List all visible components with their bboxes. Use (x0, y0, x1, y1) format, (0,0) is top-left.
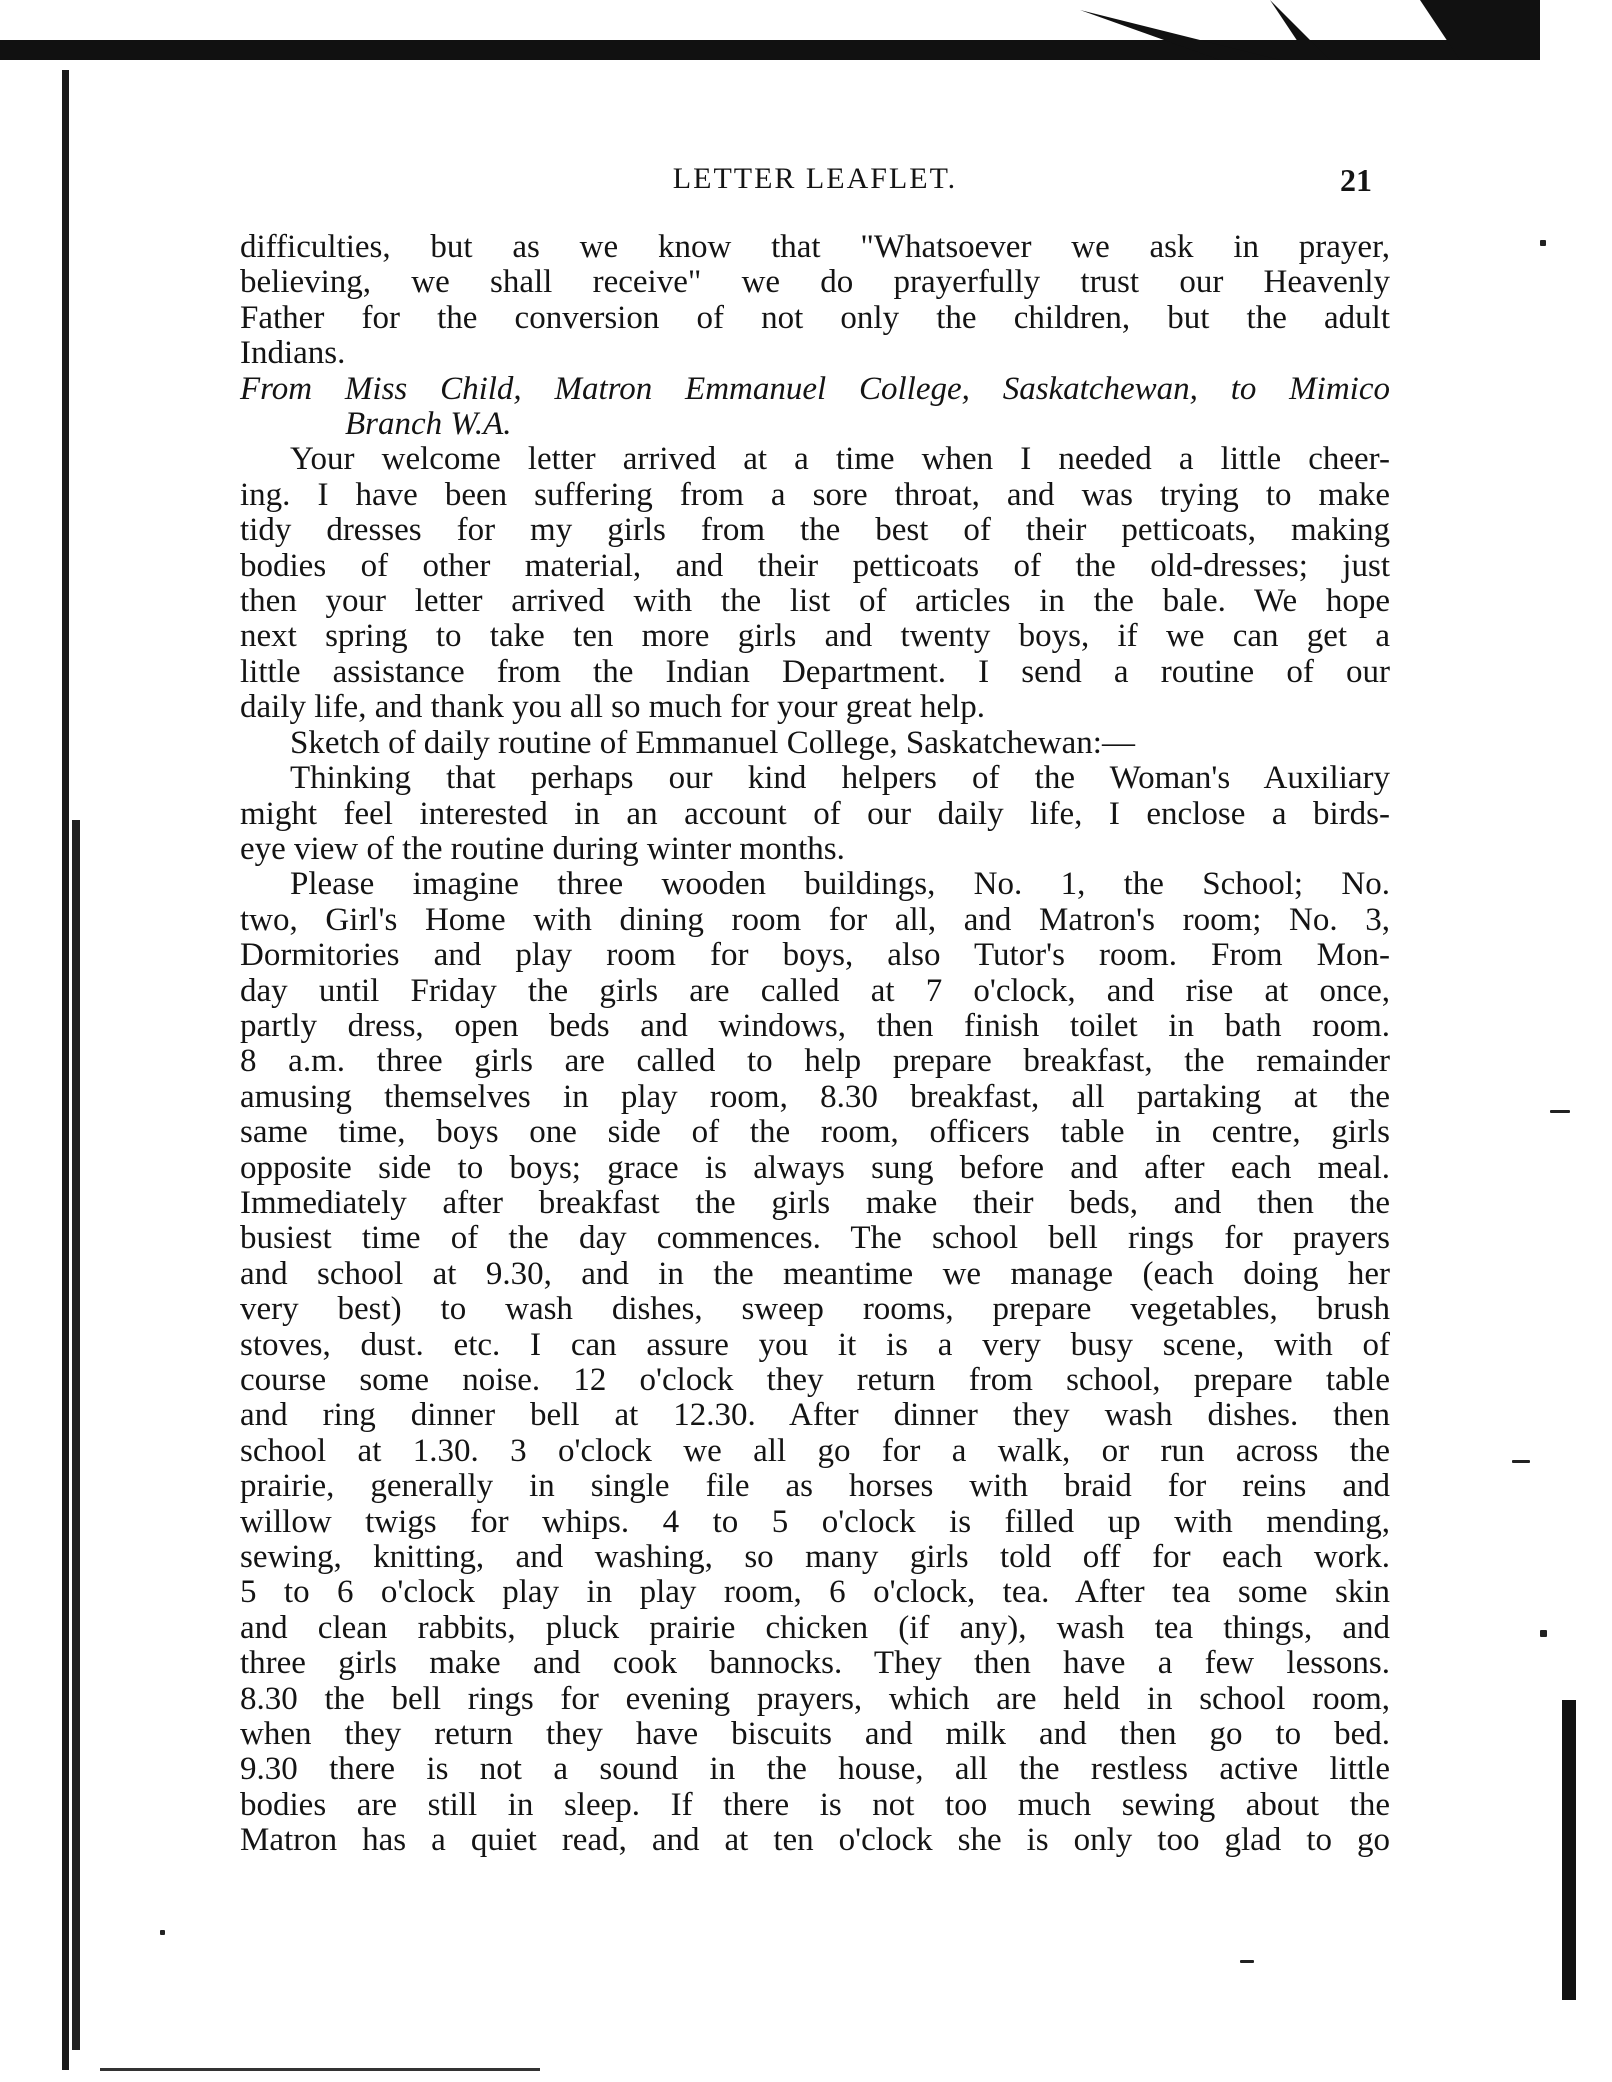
scan-edge-left-inner (72, 820, 80, 2050)
text-line: Dormitories and play room for boys, also Tutor's room. From Mon- (240, 937, 1390, 974)
text-line: school at 1.30. 3 o'clock we all go for a walk, or run across the (240, 1432, 1390, 1469)
text-line: might feel interested in an account of our daily life, I enclose a birds- (240, 795, 1390, 832)
paragraph-intro (240, 761, 1390, 867)
text-line: day until Friday the girls are called at 7 o'clock, and rise at once, (240, 972, 1390, 1009)
text-line: bodies are still in sleep. If there is not too much sewing about the (240, 1786, 1390, 1823)
text-line: 8.30 the bell rings for evening prayers, which are held in school room, (240, 1680, 1390, 1717)
text-line: ing. I have been suffering from a sore throat, and was trying to make (240, 476, 1390, 513)
text-line: daily life, and thank you all so much for your great help. (240, 689, 986, 726)
scan-speck (160, 1930, 165, 1935)
scan-speck (1540, 240, 1546, 246)
text-line: little assistance from the Indian Department. I send a routine of our (240, 653, 1390, 690)
letter-heading (240, 372, 1390, 443)
text-line: three girls make and cook bannocks. They then have a few lessons. (240, 1645, 1390, 1682)
text-line: 8 a.m. three girls are called to help prepare breakfast, the remainder (240, 1043, 1390, 1080)
text-line: Sketch of daily routine of Emmanuel College, Saskatchewan:— (290, 724, 1135, 761)
text-line: believing, we shall receive" we do prayerfully trust our Heavenly (240, 264, 1390, 301)
text-line: 9.30 there is not a sound in the house, all the restless active little (240, 1751, 1390, 1788)
text-line: then your letter arrived with the list of articles in the bale. We hope (240, 583, 1390, 620)
page-number: 21 (1340, 162, 1372, 198)
text-line: prairie, generally in single file as horses with braid for reins and (240, 1468, 1390, 1505)
text-line: Matron has a quiet read, and at ten o'clock she is only too glad to go (240, 1822, 1390, 1859)
text-line: From Miss Child, Matron Emmanuel College, Saskatchewan, to Mimico (240, 370, 1390, 407)
text-line: and ring dinner bell at 12.30. After dinner they wash dishes. then (240, 1397, 1390, 1434)
text-line: opposite side to boys; grace is always sung before and after each meal. (240, 1149, 1390, 1186)
text-line: Immediately after breakfast the girls make their beds, and then the (240, 1184, 1390, 1221)
scan-edge-right (1562, 1700, 1576, 2000)
scan-speck (1550, 1110, 1570, 1113)
paragraph-routine (240, 867, 1390, 1858)
text-line: and clean rabbits, pluck prairie chicken (if any), wash tea things, and (240, 1609, 1390, 1646)
text-line: when they return they have biscuits and milk and then go to bed. (240, 1716, 1390, 1753)
text-line: Your welcome letter arrived at a time when I needed a little cheer- (290, 441, 1390, 478)
text-line: stoves, dust. etc. I can assure you it is a very busy scene, with of (240, 1326, 1390, 1363)
text-line: Father for the conversion of not only the children, but the adult (240, 299, 1390, 336)
paragraph-continuation (240, 230, 1390, 372)
page-header: LETTER LEAFLET. (672, 162, 958, 195)
scan-edge-bottom (100, 2068, 540, 2071)
paragraph-sketch-title (240, 726, 1390, 761)
text-line: two, Girl's Home with dining room for all, and Matron's room; No. 3, (240, 901, 1390, 938)
text-line: willow twigs for whips. 4 to 5 o'clock is filled up with mending, (240, 1503, 1390, 1540)
text-line: busiest time of the day commences. The school bell rings for prayers (240, 1220, 1390, 1257)
text-line: partly dress, open beds and windows, then finish toilet in bath room. (240, 1007, 1390, 1044)
text-line: 5 to 6 o'clock play in play room, 6 o'clock, tea. After tea some skin (240, 1574, 1390, 1611)
text-line: Indians. (240, 335, 346, 372)
scan-speck (1512, 1460, 1530, 1463)
text-line: bodies of other material, and their petticoats of the old-dresses; just (240, 547, 1390, 584)
text-line: eye view of the routine during winter months. (240, 830, 845, 867)
text-line: difficulties, but as we know that "Whatsoever we ask in prayer, (240, 229, 1390, 265)
body-text (240, 230, 1390, 1859)
text-line: amusing themselves in play room, 8.30 breakfast, all partaking at the (240, 1078, 1390, 1115)
text-line: tidy dresses for my girls from the best of their petticoats, making (240, 512, 1390, 549)
text-line: next spring to take ten more girls and twenty boys, if we can get a (240, 618, 1390, 655)
scan-speck (1540, 1630, 1547, 1637)
scan-speck (1240, 1960, 1254, 1963)
text-line: same time, boys one side of the room, officers table in centre, girls (240, 1114, 1390, 1151)
scan-edge-left (62, 70, 69, 2070)
text-line: course some noise. 12 o'clock they return from school, prepare table (240, 1362, 1390, 1398)
text-line: and school at 9.30, and in the meantime we manage (each doing her (240, 1255, 1390, 1292)
text-line: sewing, knitting, and washing, so many girls told off for each work. (240, 1539, 1390, 1576)
text-line: very best) to wash dishes, sweep rooms, prepare vegetables, brush (240, 1291, 1390, 1328)
scan-edge-wedge (1080, 0, 1540, 60)
text-line: Please imagine three wooden buildings, No. 1, the School; No. (290, 866, 1390, 903)
paragraph-welcome (240, 442, 1390, 725)
text-line: Thinking that perhaps our kind helpers of the Woman's Auxiliary (290, 760, 1390, 797)
text-line: Branch W.A. (345, 406, 512, 443)
